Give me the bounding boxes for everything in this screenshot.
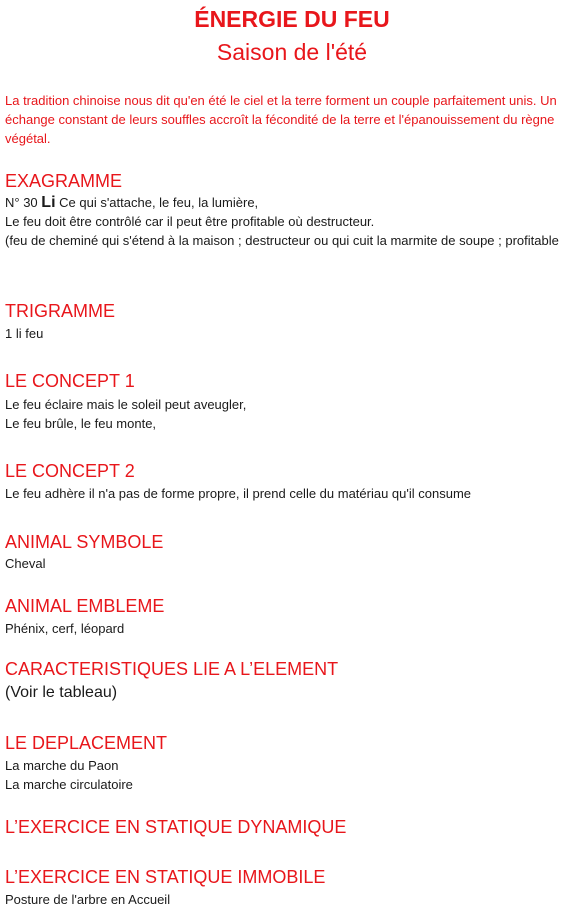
caracteristiques-body bbox=[5, 683, 579, 703]
heading-concept-2: LE CONCEPT 2 bbox=[5, 461, 135, 481]
concept-2-body bbox=[5, 484, 579, 503]
exagramme-body bbox=[5, 193, 579, 250]
page-title: ÉNERGIE DU FEU bbox=[194, 6, 390, 32]
page-subtitle: Saison de l'été bbox=[216, 39, 368, 65]
exagramme-line-3: (feu de cheminé qui s'étend à la maison ; destructeur ou qui cuit la marmite de soupe ; profitable bbox=[5, 233, 559, 248]
concept-1-line-1: Le feu éclaire mais le soleil peut aveugler, bbox=[5, 397, 247, 412]
trigramme-body bbox=[5, 324, 579, 343]
animal-embleme-line-1: Phénix, cerf, léopard bbox=[5, 621, 125, 636]
heading-caracteristiques: CARACTERISTIQUES LIE A L’ELEMENT bbox=[5, 659, 339, 679]
concept-2-line-1: Le feu adhère il n'a pas de forme propre, il prend celle du matériau qu'il consume bbox=[5, 486, 472, 501]
animal-symbole-body bbox=[5, 554, 579, 573]
deplacement-line-2: La marche circulatoire bbox=[5, 777, 133, 792]
deplacement-body bbox=[5, 756, 579, 794]
heading-animal-embleme: ANIMAL EMBLEME bbox=[5, 596, 165, 616]
heading-statique-dynamique: L’EXERCICE EN STATIQUE DYNAMIQUE bbox=[5, 817, 347, 837]
heading-trigramme: TRIGRAMME bbox=[5, 301, 115, 321]
exagramme-code: Li bbox=[41, 194, 56, 211]
heading-exagramme: EXAGRAMME bbox=[5, 171, 123, 191]
exagramme-line-2: Le feu doit être contrôlé car il peut être profitable où destructeur. bbox=[5, 214, 375, 229]
animal-symbole-line-1: Cheval bbox=[5, 556, 46, 571]
intro-paragraph: La tradition chinoise nous dit qu'en été le ciel et la terre forment un couple parfaitement unis. Un échange constant de leurs souffles accroît la fécondité de la terre et l'épanouissement du règne végétal. bbox=[5, 93, 557, 146]
exagramme-number: N° 30 bbox=[5, 195, 38, 210]
trigramme-line-1: 1 li feu bbox=[5, 326, 44, 341]
concept-1-line-2: Le feu brûle, le feu monte, bbox=[5, 416, 157, 431]
statique-immobile-line-1: Posture de l'arbre en Accueil bbox=[5, 892, 171, 907]
heading-statique-immobile: L’EXERCICE EN STATIQUE IMMOBILE bbox=[5, 867, 326, 887]
heading-animal-symbole: ANIMAL SYMBOLE bbox=[5, 532, 164, 552]
concept-1-body bbox=[5, 395, 579, 433]
caracteristiques-line-1: (Voir le tableau) bbox=[5, 684, 118, 701]
deplacement-line-1: La marche du Paon bbox=[5, 758, 119, 773]
heading-deplacement: LE DEPLACEMENT bbox=[5, 733, 168, 753]
animal-embleme-body bbox=[5, 619, 579, 638]
statique-immobile-body bbox=[5, 890, 579, 909]
exagramme-line-1 bbox=[5, 193, 579, 212]
heading-concept-1: LE CONCEPT 1 bbox=[5, 371, 135, 391]
exagramme-line-1-rest: Ce qui s'attache, le feu, la lumière, bbox=[55, 195, 259, 210]
